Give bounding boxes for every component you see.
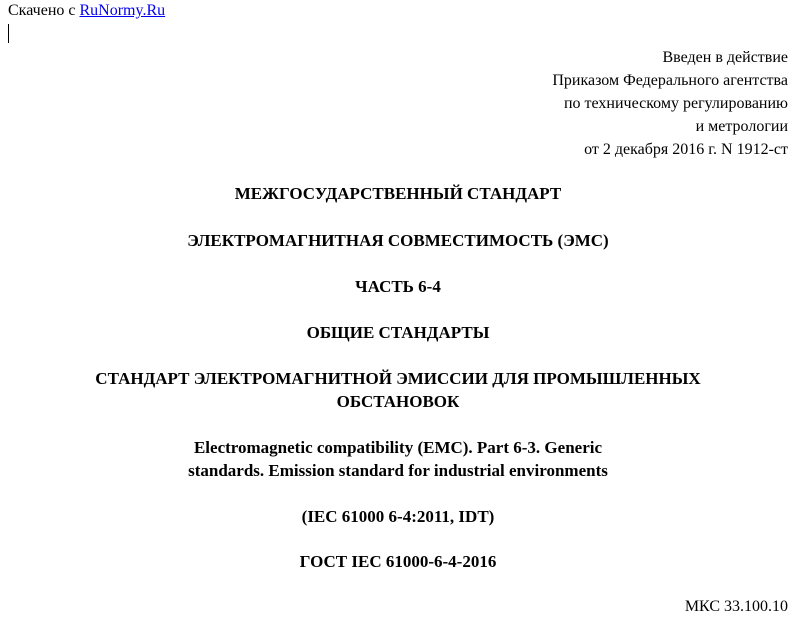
category-heading: ОБЩИЕ СТАНДАРТЫ [306, 323, 490, 342]
enactment-date-line: от 2 декабря 2016 г. N 1912-ст [584, 141, 788, 158]
enactment-line: Введен в действие [662, 49, 788, 66]
mks-code: МКС 33.100.10 [684, 598, 788, 615]
english-title-line: Electromagnetic compatibility (EMC). Part 6-3. Generic [193, 438, 603, 457]
enactment-line: по техническому регулированию [563, 95, 788, 112]
topic-heading: ЭЛЕКТРОМАГНИТНАЯ СОВМЕСТИМОСТЬ (ЭМС) [187, 231, 609, 250]
standard-title-line: ОБСТАНОВОК [336, 392, 460, 411]
gost-number: ГОСТ IEC 61000-6-4-2016 [299, 552, 497, 571]
part-heading: ЧАСТЬ 6-4 [355, 277, 441, 296]
source-prefix: Скачено с [8, 2, 80, 19]
enactment-block [552, 46, 788, 161]
standard-title-line: СТАНДАРТ ЭЛЕКТРОМАГНИТНОЙ ЭМИССИИ ДЛЯ ПРОМЫШЛЕННЫХ [95, 369, 701, 388]
english-title-line: standards. Emission standard for industrial environments [188, 461, 608, 480]
source-line [8, 1, 165, 21]
iec-reference: (IEC 61000 6-4:2011, IDT) [301, 507, 495, 526]
standard-title [0, 367, 790, 413]
enactment-line: Приказом Федерального агентства [552, 72, 788, 89]
english-title [0, 436, 790, 482]
source-link[interactable]: RuNormy.Ru [79, 2, 166, 19]
enactment-line: и метрологии [695, 118, 788, 135]
text-cursor [8, 24, 9, 43]
standard-type-heading: МЕЖГОСУДАРСТВЕННЫЙ СТАНДАРТ [234, 184, 562, 203]
